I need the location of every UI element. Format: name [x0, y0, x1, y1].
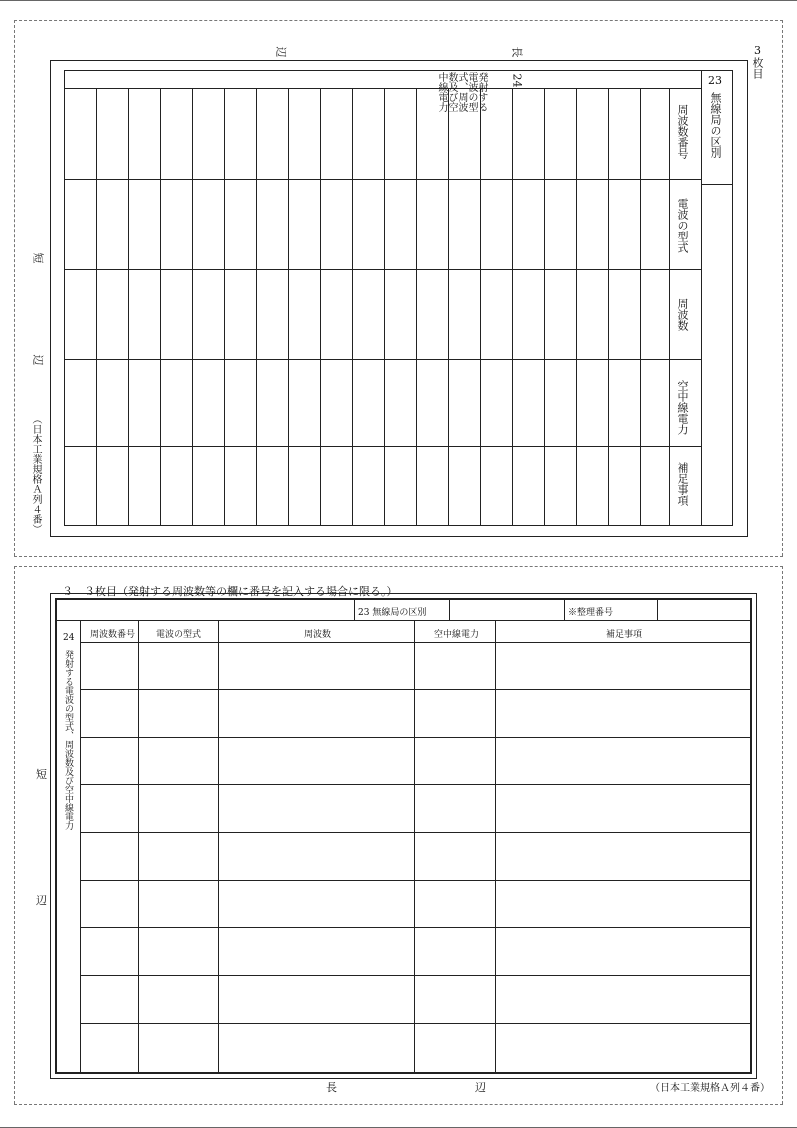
header-emission-type: 電波の型式	[156, 630, 202, 640]
entry-col-sep	[352, 88, 353, 526]
field23-label: 無線局の区別	[709, 92, 722, 158]
col-label-frequency-no: 周波数番号	[676, 104, 689, 159]
bottom-inner-frame	[55, 598, 752, 1074]
entry-col-sep	[288, 88, 289, 526]
field24-label: 発射する電波の型式、周波数及び空中線電力	[436, 72, 487, 112]
col-label-remarks: 補足事項	[676, 462, 689, 506]
top-cut-line-bottom	[14, 556, 783, 557]
table-row	[80, 927, 752, 928]
long-side-char-2: 長	[510, 46, 524, 58]
long-side-char-1: 辺	[274, 46, 288, 58]
table-row	[80, 689, 752, 690]
entry-col-sep	[512, 88, 513, 526]
bottom-long-side-char-2: 辺	[475, 1081, 486, 1094]
short-side-char-2: 辺	[31, 354, 45, 366]
page-label: 3枚目	[751, 44, 764, 79]
entry-col-sep	[544, 88, 545, 526]
header-antenna-power: 空中線電力	[434, 630, 480, 640]
field23-label-bottom: 23 無線局の区別	[358, 608, 427, 618]
entry-col-sep	[224, 88, 225, 526]
entry-col-sep	[640, 88, 641, 526]
entry-col-sep	[320, 88, 321, 526]
entry-col-sep	[480, 88, 481, 526]
top-table-box	[64, 70, 733, 526]
registration-number-label: ※整理番号	[568, 608, 614, 618]
entry-col-sep	[128, 88, 129, 526]
table-row	[80, 975, 752, 976]
jis-label-top: （日本工業規格Ａ列４番）	[30, 414, 41, 534]
header-row-line	[55, 620, 752, 621]
header-sep	[449, 598, 450, 620]
entry-col-sep	[416, 88, 417, 526]
field24-number: 24	[510, 73, 524, 88]
field24-label-bottom: 発射する電波の型式、周波数及び空中線電力	[63, 650, 73, 830]
field24-number-bottom: 24	[63, 633, 75, 643]
entry-col-sep	[384, 88, 385, 526]
field23-split	[701, 184, 733, 185]
jis-label-bottom: （日本工業規格Ａ列４番）	[650, 1083, 770, 1094]
column-label-divider	[669, 88, 670, 526]
top-cut-line-right	[782, 20, 783, 556]
bottom-cut-line-top	[14, 566, 783, 567]
col-label-antenna-power: 空中線電力	[676, 380, 689, 435]
table-row	[80, 832, 752, 833]
header-sep	[354, 598, 355, 620]
bottom-short-side-char-1: 短	[36, 768, 47, 781]
header-frequency-no: 周波数番号	[90, 630, 136, 640]
table-row	[80, 880, 752, 881]
header-frequency: 周波数	[304, 630, 332, 640]
header-sep	[564, 598, 565, 620]
entry-col-sep	[576, 88, 577, 526]
bottom-cut-line-left	[14, 566, 15, 1104]
col-label-emission-type: 電波の型式	[676, 198, 689, 253]
bottom-long-side-char-1: 長	[326, 1081, 337, 1094]
bottom-cut-line-right	[782, 566, 783, 1104]
entry-col-sep	[256, 88, 257, 526]
header-sep	[657, 598, 658, 620]
entry-col-sep	[192, 88, 193, 526]
bottom-cut-line-bottom	[14, 1104, 783, 1105]
short-side-char-1: 短	[31, 252, 45, 264]
entry-col-sep	[160, 88, 161, 526]
entry-col-sep	[96, 88, 97, 526]
header-remarks: 補足事項	[606, 630, 643, 640]
field23-number: 23	[708, 74, 722, 87]
top-rule	[0, 0, 797, 1]
column-header-line	[80, 642, 752, 643]
entry-col-sep	[448, 88, 449, 526]
field23-divider	[701, 70, 702, 526]
bottom-caption: ３ ３枚目（発射する周波数等の欄に番号を記入する場合に限る。）	[62, 585, 398, 598]
top-cut-line-top	[14, 20, 783, 21]
entry-col-sep	[608, 88, 609, 526]
table-row	[80, 1023, 752, 1024]
bottom-short-side-char-2: 辺	[36, 894, 47, 907]
table-row	[80, 784, 752, 785]
table-row	[80, 737, 752, 738]
top-cut-line-left	[14, 20, 15, 556]
col-label-frequency: 周波数	[676, 298, 689, 331]
